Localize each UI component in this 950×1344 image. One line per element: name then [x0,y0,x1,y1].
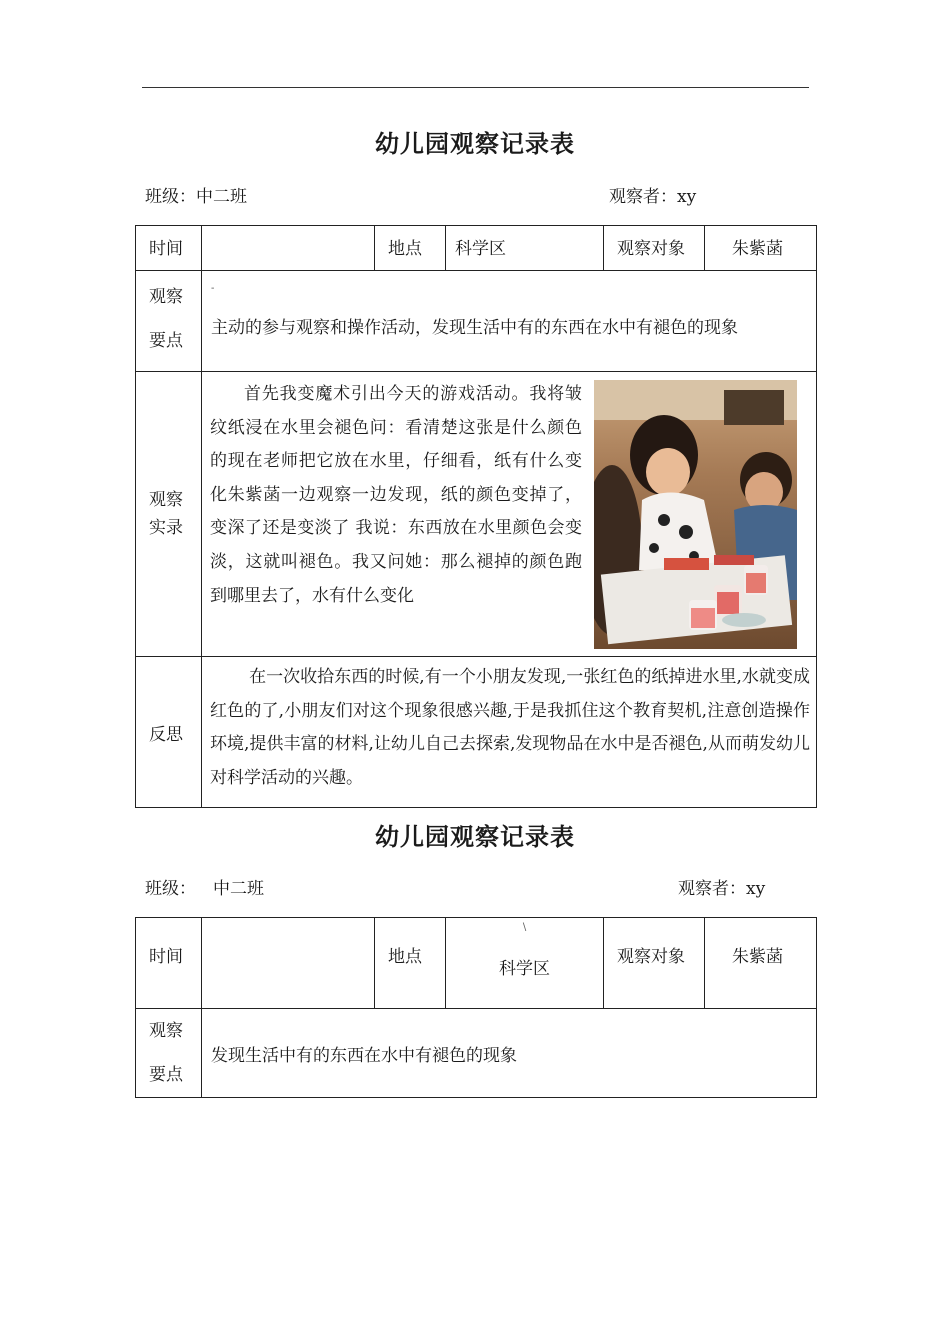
points-label-2-line1: 观察 [149,1021,183,1041]
observer-label: 观察者：xy [609,187,697,207]
info-row [136,226,817,271]
header-rule [142,87,809,88]
observation-table-2 [135,917,817,1098]
place-label: 地点 [375,226,446,271]
class-value-2: 中二班 [213,879,264,899]
record-text: 首先我变魔术引出今天的游戏活动。我将皱纹纸浸在水里会褪色问：看清楚这张是什么颜色的现在老师把它放在水里，仔细看，纸有什么变化朱紫菡一边观察一边发现，纸的颜色变掉了，变深了还是变淡了 我说：东西放在水里颜色会变淡，这就叫褪色。我又问她：那么褪掉的颜色跑到哪里去了，水有什么变化 [210,384,582,606]
observation-table [135,225,817,808]
class-label: 班级：中二班 [145,187,247,207]
reflection-content [202,657,817,808]
place-value-2: 科学区 [499,959,550,979]
reflection-row [136,657,817,808]
points-label [136,271,202,372]
info-row-2 [136,918,817,1009]
subject-label-2: 观察对象 [604,918,705,1009]
classroom-photo-graphic [594,380,797,649]
place-mark-2: \ [522,922,527,933]
subject-label: 观察对象 [604,226,705,271]
reflection-text: 在一次收拾东西的时候,有一个小朋友发现,一张红色的纸掉进水里,水就变成红色的了,小朋友们对这个现象很感兴趣,于是我抓住这个教育契机,注意创造操作环境,提供丰富的材料,让幼儿自己去探索,发现物品在水中是否褪色,从而萌发幼儿对科学活动的兴趣。 [210,667,810,788]
points-text-2: 发现生活中有的东西在水中有褪色的现象 [202,1009,817,1098]
points-label-2 [136,1009,202,1098]
record-label-line1: 观察 [149,490,183,510]
place-label-2: 地点 [375,918,446,1009]
subject-value-2: 朱紫菡 [705,918,817,1009]
points-label-2-line2: 要点 [149,1065,183,1085]
time-value-2 [202,918,375,1009]
record-row [136,372,817,657]
place-value: 科学区 [446,226,604,271]
record-label-line2: 实录 [149,518,183,538]
points-mark: - [211,283,215,294]
form-title-2: 幼儿园观察记录表 [375,823,575,851]
time-label-2: 时间 [136,918,202,1009]
place-cell-2 [446,918,604,1009]
points-label-line1: 观察 [149,287,183,307]
record-label [136,372,202,657]
points-text: 主动的参与观察和操作活动，发现生活中有的东西在水中有褪色的现象 [211,318,738,338]
form-title: 幼儿园观察记录表 [375,130,575,158]
record-content [202,372,817,657]
classroom-photo [594,380,797,649]
points-row [136,271,817,372]
points-row-2 [136,1009,817,1098]
subject-value: 朱紫菡 [705,226,817,271]
observer-label-2: 观察者：xy [678,879,766,899]
points-label-line2: 要点 [149,331,183,351]
reflection-label: 反思 [136,657,202,808]
points-content [202,271,817,372]
time-value [202,226,375,271]
time-label: 时间 [136,226,202,271]
class-label-2: 班级： [145,879,196,899]
